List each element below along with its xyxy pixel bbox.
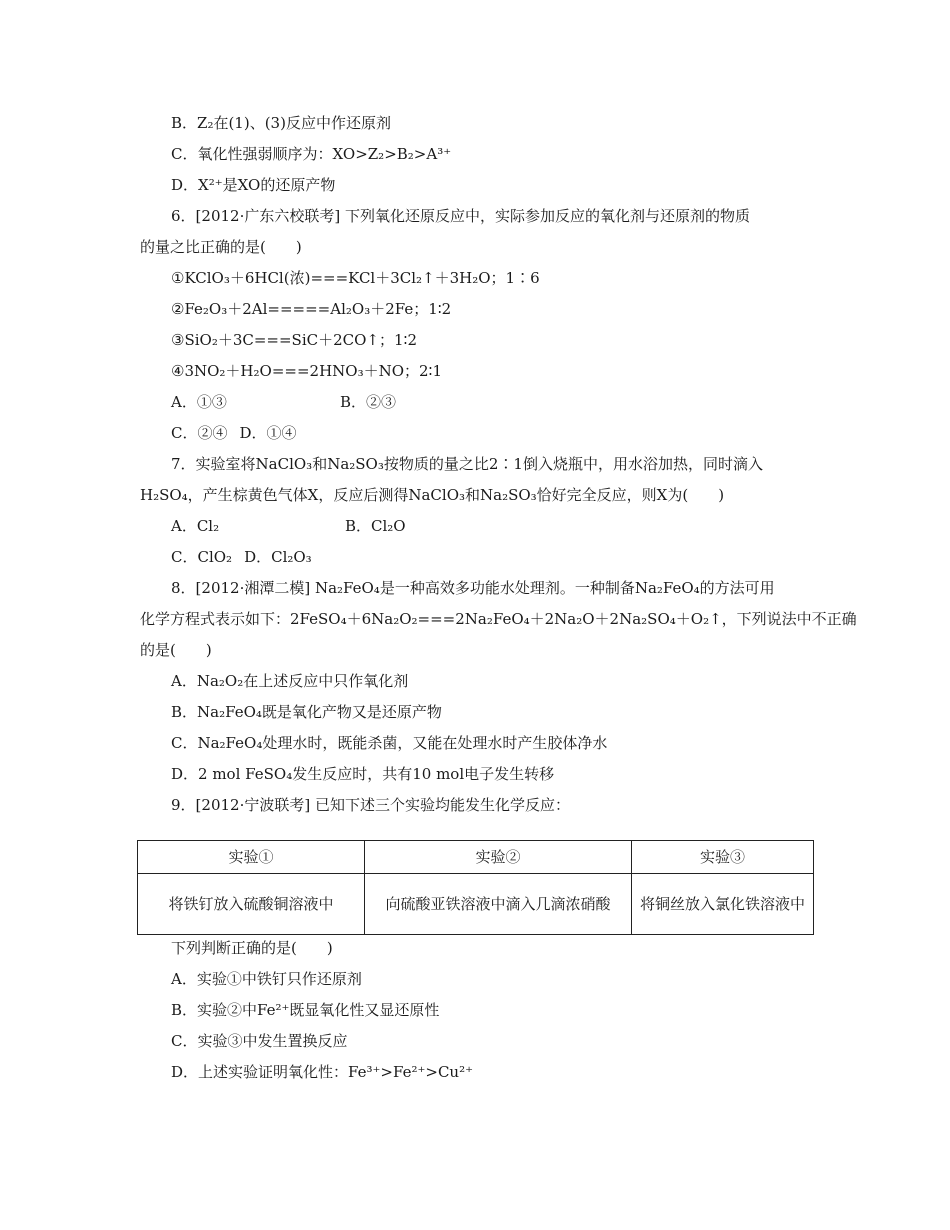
experiment-2-header: 实验② (365, 841, 632, 874)
q8-option-a: A．Na₂O₂在上述反应中只作氧化剂 (171, 672, 409, 690)
q6-option-b: B．②③ (340, 393, 397, 411)
q6-option-d: D．①④ (239, 424, 297, 442)
q9-option-a: A．实验①中铁钉只作还原剂 (171, 970, 362, 988)
q7-option-b: B．Cl₂O (345, 517, 406, 535)
q8-option-b: B．Na₂FeO₄既是氧化产物又是还原产物 (171, 703, 442, 721)
q8-option-d: D．2 mol FeSO₄发生反应时，共有10 mol电子发生转移 (171, 765, 555, 783)
q6-options-cd (171, 423, 297, 443)
q9-prompt: 下列判断正确的是( ) (171, 939, 333, 957)
q8-stem-line1: 8．[2012·湘潭二模] Na₂FeO₄是一种高效多功能水处理剂。一种制备Na₂FeO₄的方法可用 (171, 579, 775, 597)
q6-stem-line2: 的量之比正确的是( ) (140, 238, 302, 256)
q7-options-cd (171, 547, 312, 567)
experiment-3-description: 将铜丝放入氯化铁溶液中 (632, 874, 814, 935)
experiment-table-header-row (138, 841, 814, 874)
q7-stem-line1: 7．实验室将NaClO₃和Na₂SO₃按物质的量之比2∶1倒入烧瓶中，用水浴加热，同时滴入 (171, 455, 763, 473)
experiment-3-header: 实验③ (632, 841, 814, 874)
q5-option-b: B．Z₂在(1)、(3)反应中作还原剂 (171, 114, 391, 132)
experiment-table-row (138, 874, 814, 935)
experiment-1-description: 将铁钉放入硫酸铜溶液中 (138, 874, 365, 935)
q6-stem-line1: 6．[2012·广东六校联考] 下列氧化还原反应中，实际参加反应的氧化剂与还原剂的物质 (171, 207, 750, 225)
q8-option-c: C．Na₂FeO₄处理水时，既能杀菌，又能在处理水时产生胶体净水 (171, 734, 608, 752)
q9-option-b: B．实验②中Fe²⁺既显氧化性又显还原性 (171, 1001, 440, 1019)
q6-reaction-1: ①KClO₃＋6HCl(浓)===KCl＋3Cl₂↑＋3H₂O；1∶6 (171, 269, 540, 287)
q7-stem-line2: H₂SO₄，产生棕黄色气体X，反应后测得NaClO₃和Na₂SO₃恰好完全反应，则X为( ) (140, 486, 725, 504)
experiment-1-header: 实验① (138, 841, 365, 874)
q7-option-c: C．ClO₂ (171, 548, 233, 566)
q7-option-d: D．Cl₂O₃ (244, 548, 312, 566)
q6-option-a: A．①③ (171, 393, 227, 411)
q9-option-d: D．上述实验证明氧化性：Fe³⁺>Fe²⁺>Cu²⁺ (171, 1063, 474, 1081)
q9-stem: 9．[2012·宁波联考] 已知下述三个实验均能发生化学反应： (171, 796, 570, 814)
q6-reaction-4: ④3NO₂＋H₂O===2HNO₃＋NO；2∶1 (171, 362, 442, 380)
experiment-table (137, 840, 814, 935)
q8-stem-line2: 化学方程式表示如下：2FeSO₄＋6Na₂O₂===2Na₂FeO₄＋2Na₂O＋2Na₂SO₄＋O₂↑，下列说法中不正确 (140, 610, 857, 628)
q5-option-d: D．X²⁺是XO的还原产物 (171, 176, 336, 194)
q6-reaction-2: ②Fe₂O₃＋2Al=====Al₂O₃＋2Fe；1∶2 (171, 300, 452, 318)
experiment-2-description: 向硫酸亚铁溶液中滴入几滴浓硝酸 (365, 874, 632, 935)
q6-reaction-3: ③SiO₂＋3C===SiC＋2CO↑；1∶2 (171, 331, 417, 349)
q9-option-c: C．实验③中发生置换反应 (171, 1032, 348, 1050)
q5-option-c: C．氧化性强弱顺序为：XO>Z₂>B₂>A³⁺ (171, 145, 452, 163)
q6-option-c: C．②④ (171, 424, 228, 442)
q8-stem-line3: 的是( ) (140, 641, 212, 659)
q7-option-a: A．Cl₂ (171, 517, 220, 535)
